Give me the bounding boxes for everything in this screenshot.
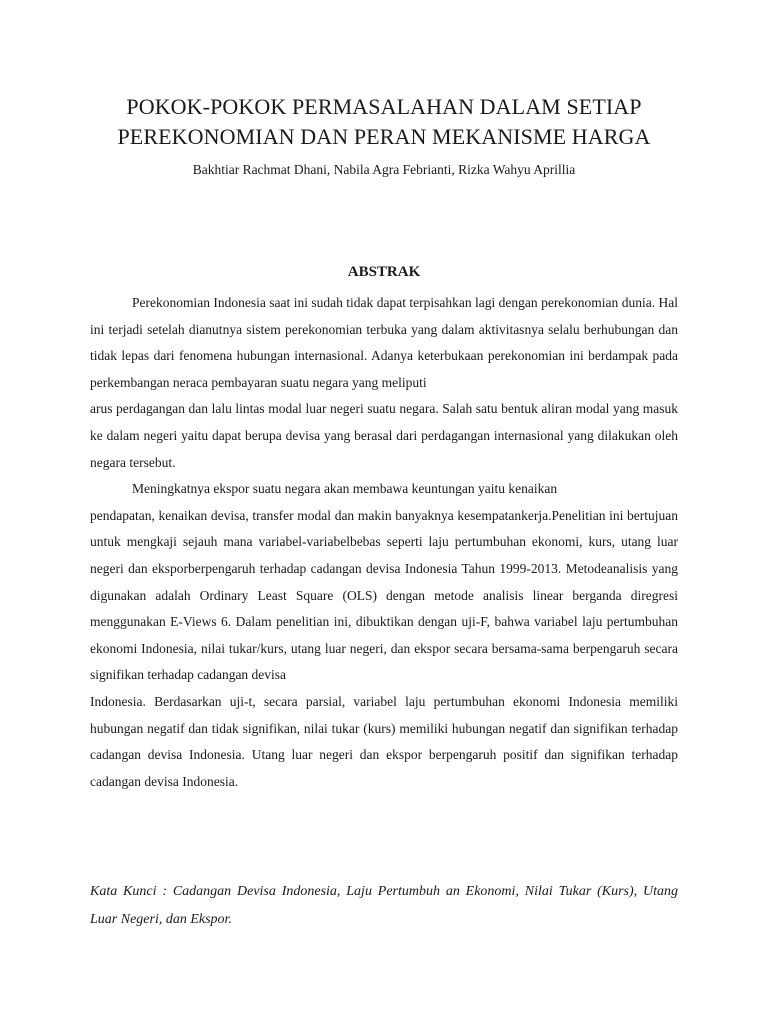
abstract-paragraph-1: Perekonomian Indonesia saat ini sudah tidak dapat terpisahkan lagi dengan perekonomian dunia. Hal ini terjadi setelah dianutnya sistem perekonomian terbuka yang dalam aktivitasnya selalu berhubungan dan tidak lepas dari fenomena hubungan internasional. Adanya keterbukaan perekonomian ini berdampak pada perkembangan neraca pembayaran suatu negara yang meliputi: [90, 295, 678, 390]
abstract-paragraph-2: arus perdagangan dan lalu lintas modal luar negeri suatu negara. Salah satu bentuk aliran modal yang masuk ke dalam negeri yaitu dapat berupa devisa yang berasal dari perdagangan internasional yang dilakukan oleh negara tersebut.: [90, 401, 678, 470]
abstract-paragraph-4: pendapatan, kenaikan devisa, transfer modal dan makin banyaknya kesempatankerja.Penelitian ini bertujuan untuk mengkaji sejauh mana variabel-variabelbebas seperti laju pertumbuhan ekonomi, kurs, utang luar negeri dan eksporberpengaruh terhadap cadangan devisa Indonesia Tahun 1999-2013. Metodeanalisis yang digunakan adalah Ordinary Least Square (OLS) dengan metode analisis linear berganda diregresi menggunakan E-Views 6. Dalam penelitian ini, dibuktikan dengan uji-F, bahwa variabel laju pertumbuhan ekonomi Indonesia, nilai tukar/kurs, utang luar negeri, dan ekspor secara bersama-sama berpengaruh secara signifikan terhadap cadangan devisa: [90, 507, 678, 683]
keywords: Kata Kunci : Cadangan Devisa Indonesia, Laju Pertumbuh an Ekonomi, Nilai Tukar (Kurs), Utang Luar Negeri, dan Ekspor.: [90, 884, 678, 927]
abstract-paragraph-5: Indonesia. Berdasarkan uji-t, secara parsial, variabel laju pertumbuhan ekonomi Indonesia memiliki hubungan negatif dan tidak signifikan, nilai tukar (kurs) memiliki hubungan negatif dan signifikan terhadap cadangan devisa Indonesia. Utang luar negeri dan ekspor berpengaruh positif dan signifikan terhadap cadangan devisa Indonesia.: [90, 693, 678, 789]
title-line-1: POKOK-POKOK PERMASALAHAN DALAM SETIAP: [126, 94, 642, 119]
abstract-heading: ABSTRAK: [347, 264, 421, 280]
paper-title: [60, 92, 708, 152]
abstract-body: [90, 290, 678, 795]
abstract-paragraph-3: Meningkatnya ekspor suatu negara akan membawa keuntungan yaitu kenaikan: [132, 481, 558, 497]
author-list: Bakhtiar Rachmat Dhani, Nabila Agra Febrianti, Rizka Wahyu Aprillia: [192, 162, 576, 177]
title-line-2: PEREKONOMIAN DAN PERAN MEKANISME HARGA: [117, 124, 651, 149]
